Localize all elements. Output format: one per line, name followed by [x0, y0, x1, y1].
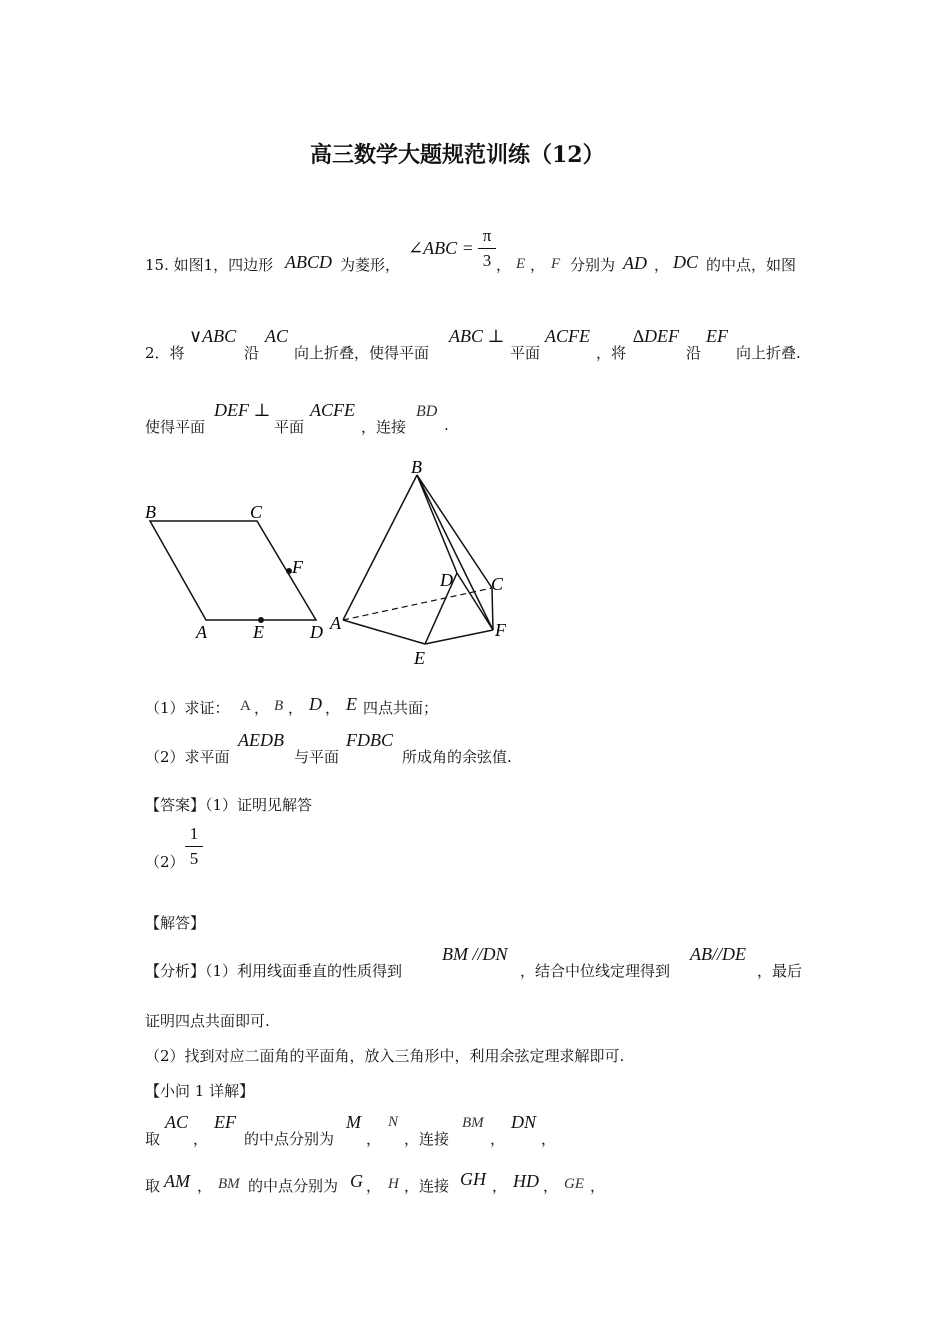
- math-am: AM: [164, 1171, 190, 1191]
- label-c: C: [250, 502, 263, 522]
- math-acfe: ACFE: [545, 326, 590, 346]
- fraction-denominator: 5: [189, 849, 199, 868]
- text-midpoints: 的中点分别为: [248, 1177, 339, 1195]
- text-take: 取: [145, 1177, 161, 1195]
- text-jiang: ，将: [596, 344, 627, 362]
- comma: ，: [530, 256, 546, 274]
- comma: ，: [325, 699, 341, 717]
- math-ab-parallel-de: AB//DE: [690, 944, 746, 964]
- edge-ba: [343, 475, 417, 620]
- text-plane: 平面: [274, 418, 305, 436]
- text-cosine: 所成角的余弦值.: [402, 748, 512, 766]
- edge-ef: [425, 630, 493, 644]
- text-fold-up: 向上折叠.: [736, 344, 801, 362]
- label-f: F: [292, 557, 303, 577]
- math-triangle-def: ∆DEF: [633, 326, 680, 346]
- text-connect: ，连接: [404, 1177, 450, 1195]
- subquestion-1-header: 【小问 1 详解】: [145, 1082, 255, 1100]
- answer-part2-label: （2）: [145, 853, 185, 871]
- math-dn: DN: [511, 1112, 537, 1132]
- label-a: A: [196, 622, 207, 642]
- text-respectively: 分别为: [570, 256, 616, 274]
- math-n: N: [388, 1114, 399, 1130]
- edge-ae: [343, 620, 425, 644]
- edge-bd: [417, 475, 457, 573]
- text-plane: 平面: [510, 344, 541, 362]
- fraction-pi-over-3: [478, 226, 496, 271]
- comma: ，: [543, 1177, 559, 1195]
- analysis-line1-end: ，最后: [757, 962, 803, 980]
- math-gh: GH: [460, 1169, 486, 1189]
- edge-bc: [417, 475, 492, 588]
- text-along: 沿: [244, 344, 260, 362]
- analysis-line1-mid: ，结合中位线定理得到: [520, 962, 671, 980]
- period: .: [444, 416, 449, 434]
- label-c: C: [491, 574, 504, 594]
- comma: ，: [492, 1177, 508, 1195]
- math-ef: EF: [706, 326, 728, 346]
- math-abc-perp: ABC ⊥: [449, 326, 505, 346]
- text-fig2-jiang: 2．将: [145, 344, 185, 362]
- comma: ，: [254, 699, 270, 717]
- math-ac: AC: [165, 1112, 189, 1132]
- fraction-numerator: π: [482, 226, 492, 245]
- math-hd: HD: [513, 1171, 539, 1191]
- question-1-label: （1）求证：: [145, 699, 230, 717]
- edge-bf: [417, 475, 493, 630]
- page-title: 高三数学大题规范训练（12）: [310, 142, 605, 168]
- text-make-plane: 使得平面: [145, 418, 206, 436]
- comma: ，: [288, 699, 304, 717]
- math-a: A: [240, 698, 251, 714]
- math-angle-abc: ∠ABC =: [408, 238, 474, 258]
- math-g: G: [350, 1171, 363, 1191]
- comma: ，: [366, 1130, 382, 1148]
- text-midpoint: 的中点，如图: [706, 256, 797, 274]
- text-coplanar: 四点共面；: [363, 699, 439, 717]
- text-along: 沿: [686, 344, 702, 362]
- comma: ，: [193, 1130, 209, 1148]
- math-m: M: [346, 1112, 361, 1132]
- label-d: D: [310, 622, 323, 642]
- fraction-denominator: 3: [482, 251, 492, 270]
- solution-header: 【解答】: [145, 914, 206, 932]
- math-bm: BM: [218, 1176, 240, 1192]
- comma: ，: [197, 1177, 213, 1195]
- math-d: D: [309, 694, 322, 714]
- comma: ，: [654, 256, 670, 274]
- text-rhombus: 为菱形，: [340, 256, 401, 274]
- comma: ，: [366, 1177, 382, 1195]
- analysis-line2: 证明四点共面即可.: [145, 1012, 270, 1030]
- math-f: F: [551, 256, 561, 272]
- text-take: 取: [145, 1130, 161, 1148]
- math-ef: EF: [214, 1112, 236, 1132]
- math-e: E: [346, 694, 357, 714]
- math-dc: DC: [673, 252, 699, 272]
- math-def-perp: DEF ⊥: [214, 400, 271, 420]
- math-ge: GE: [564, 1176, 584, 1192]
- label-f: F: [495, 620, 506, 640]
- math-bm: BM: [462, 1115, 484, 1131]
- text-fold: 向上折叠，使得平面: [294, 344, 430, 362]
- analysis-line1: 【分析】（1）利用线面垂直的性质得到: [145, 962, 403, 980]
- text-connect: ，连接: [404, 1130, 450, 1148]
- fraction-bar: [478, 248, 496, 249]
- math-acfe: ACFE: [310, 400, 355, 420]
- label-b: B: [411, 457, 422, 477]
- comma: ，: [490, 1130, 506, 1148]
- math-fdbc: FDBC: [346, 730, 393, 750]
- label-b: B: [145, 502, 156, 522]
- math-bd: BD: [416, 403, 438, 420]
- math-bm-parallel-dn: BM //DN: [442, 944, 508, 964]
- figure-2-solid: [325, 455, 525, 670]
- math-h: H: [388, 1176, 399, 1192]
- problem-line1-number: 15. 如图1，四边形: [145, 256, 274, 274]
- fraction-bar: [185, 846, 203, 847]
- math-e: E: [516, 256, 526, 272]
- text-with-plane: 与平面: [294, 748, 340, 766]
- text-connect: ，连接: [361, 418, 407, 436]
- math-b: B: [274, 698, 284, 714]
- answer-header: 【答案】（1）证明见解答: [145, 796, 313, 814]
- label-a: A: [330, 613, 341, 633]
- edge-cf: [492, 588, 493, 630]
- fraction-numerator: 1: [189, 824, 199, 843]
- comma: ，: [541, 1130, 557, 1148]
- math-ac: AC: [265, 326, 289, 346]
- label-e: E: [253, 622, 264, 642]
- analysis-line3: （2）找到对应二面角的平面角，放入三角形中，利用余弦定理求解即可.: [145, 1047, 625, 1065]
- math-ad: AD: [623, 253, 647, 273]
- label-e: E: [414, 648, 425, 668]
- math-triangle-abc: ∨ABC: [189, 326, 237, 346]
- math-abcd: ABCD: [285, 252, 332, 272]
- figure-1-rhombus: [140, 500, 340, 650]
- fraction-one-fifth: [185, 824, 203, 869]
- text-midpoints: 的中点分别为: [244, 1130, 335, 1148]
- comma: ，: [590, 1177, 606, 1195]
- question-2-label: （2）求平面: [145, 748, 230, 766]
- math-aedb: AEDB: [238, 730, 284, 750]
- comma: ，: [496, 256, 512, 274]
- label-d: D: [440, 570, 453, 590]
